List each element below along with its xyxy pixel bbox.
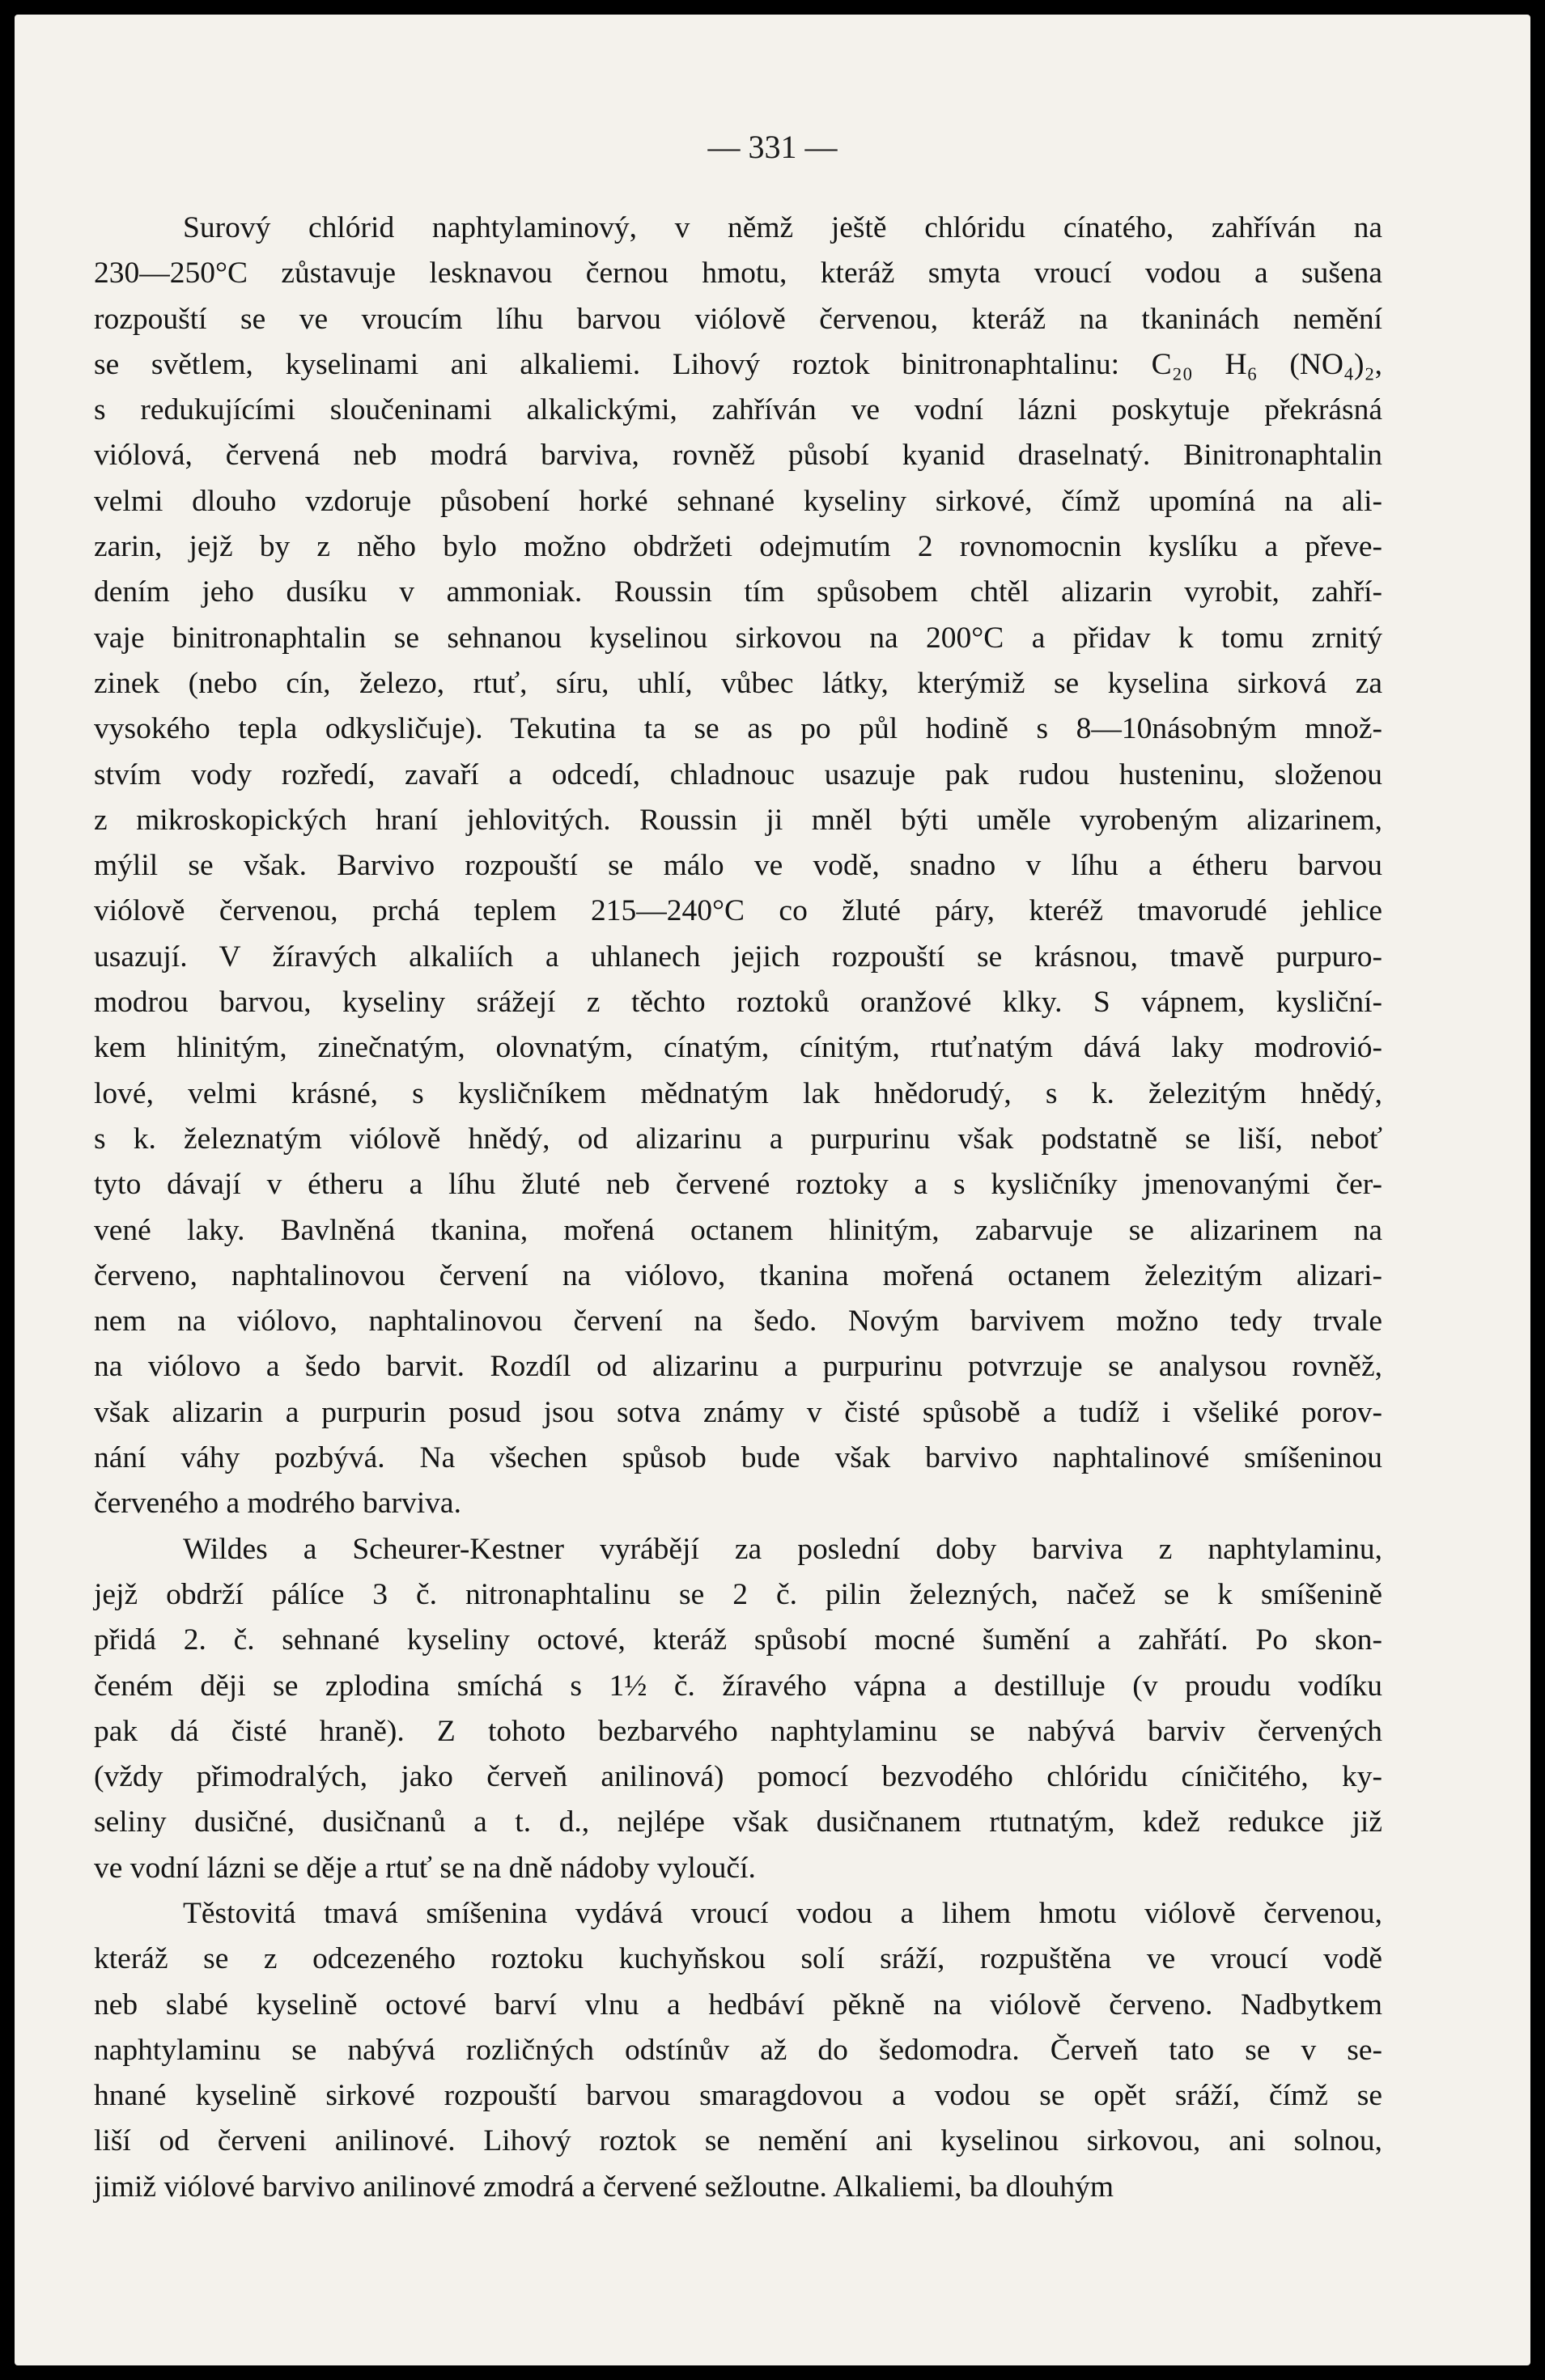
text-line: jimiž viólové barvivo anilinové zmodrá a červené sežloutne. Alkaliemi, ba dlouhým — [94, 2170, 1114, 2204]
text-line: Surový chlórid naphtylaminový, v němž ještě chlóridu cínatého, zahříván na — [183, 211, 1382, 244]
paragraph — [94, 1891, 1382, 2210]
text-line: vené laky. Bavlněná tkanina, mořená octanem hlinitým, zabarvuje se alizarinem na — [94, 1213, 1382, 1247]
text-line: neb slabé kyselině octové barví vlnu a hedbáví pěkně na viólově červeno. Nadbytkem — [94, 1988, 1382, 2022]
text-line: s redukujícími sloučeninami alkalickými, zahříván ve vodní lázni poskytuje překrásná — [94, 393, 1382, 427]
text-line: se světlem, kyselinami ani alkaliemi. Lihový roztok binitronaphtalinu: C₂₀ H₆ (NO₄)₂, — [94, 347, 1382, 381]
text-line: zinek (nebo cín, železo, rtuť, síru, uhlí, vůbec látky, kterýmiž se kyselina sirková za — [94, 666, 1382, 700]
text-line: čeném ději se zplodina smíchá s 1½ č. žíravého vápna a destilluje (v proudu vodíku — [94, 1669, 1382, 1703]
text-line: naphtylaminu se nabývá rozličných odstínův až do šedomodra. Červeň tato se v se- — [94, 2033, 1382, 2067]
text-line: modrou barvou, kyseliny srážejí z těchto roztoků oranžové klky. S vápnem, kysliční- — [94, 986, 1382, 1020]
text-line: lové, velmi krásné, s kysličníkem mědnatým lak hnědorudý, s k. železitým hnědý, — [94, 1076, 1382, 1110]
text-line: zarin, jejž by z něho bylo možno obdržeti odejmutím 2 rovnomocnin kyslíku a převe- — [94, 530, 1382, 564]
text-line: tyto dávají v étheru a líhu žluté neb červené roztoky a s kysličníky jmenovanými čer- — [94, 1168, 1382, 1202]
text-line: kteráž se z odcezeného roztoku kuchyňskou solí sráží, rozpuštěna ve vroucí vodě — [94, 1942, 1382, 1976]
text-line: kem hlinitým, zinečnatým, olovnatým, cínatým, cínitým, rtuťnatým dává laky modrovió- — [94, 1031, 1382, 1065]
text-line: vysokého tepla odkysličuje). Tekutina ta se as po půl hodině s 8—10násobným množ- — [94, 712, 1382, 746]
text-line: červeno, naphtalinovou červení na viólovo, tkanina mořená octanem železitým alizari- — [94, 1258, 1382, 1292]
text-line: viólová, červená neb modrá barviva, rovněž působí kyanid draselnatý. Binitronaphtalin — [94, 439, 1382, 473]
text-line: nem na viólovo, naphtalinovou červení na šedo. Novým barvivem možno tedy trvale — [94, 1305, 1382, 1338]
text-line: Těstovitá tmavá smíšenina vydává vroucí vodou a lihem hmotu viólově červenou, — [183, 1896, 1382, 1930]
text-line: viólově červenou, prchá teplem 215—240°C co žluté páry, kteréž tmavorudé jehlice — [94, 894, 1382, 928]
text-line: nání váhy pozbývá. Na všechen spůsob bude však barvivo naphtalinové smíšeninou — [94, 1441, 1382, 1475]
text-line: rozpouští se ve vroucím líhu barvou viólově červenou, kteráž na tkaninách nemění — [94, 302, 1382, 336]
text-line: však alizarin a purpurin posud jsou sotva známy v čisté spůsobě a tudíž i všeliké porov- — [94, 1395, 1382, 1429]
paragraph — [94, 1527, 1382, 1891]
text-line: ve vodní lázni se děje a rtuť se na dně nádoby vyloučí. — [94, 1851, 756, 1885]
text-line: z mikroskopických hraní jehlovitých. Roussin ji mněl býti uměle vyrobeným alizarinem, — [94, 803, 1382, 837]
text-line: stvím vody rozředí, zavaří a odcedí, chladnouc usazuje pak rudou husteninu, složenou — [94, 757, 1382, 791]
text-line: na viólovo a šedo barvit. Rozdíl od alizarinu a purpurinu potvrzuje se analysou rovněž, — [94, 1350, 1382, 1384]
text-line: (vždy přimodralých, jako červeň anilinová) pomocí bezvodého chlóridu cíničitého, ky- — [94, 1760, 1382, 1794]
text-line: liší od červeni anilinové. Lihový roztok se nemění ani kyselinou sirkovou, ani solnou, — [94, 2124, 1382, 2158]
text-line: seliny dusičné, dusičnanů a t. d., nejlépe však dusičnanem rtutnatým, kdež redukce již — [94, 1805, 1382, 1839]
text-line: červeného a modrého barviva. — [94, 1487, 461, 1521]
text-line: 230—250°C zůstavuje lesknavou černou hmotu, kteráž smyta vroucí vodou a sušena — [94, 257, 1382, 291]
text-line: jejž obdrží pálíce 3 č. nitronaphtalinu se 2 č. pilin železných, načež se k smíšenině — [94, 1577, 1382, 1611]
page-number: — 331 — — [707, 129, 838, 165]
text-line: dením jeho dusíku v ammoniak. Roussin tím spůsobem chtěl alizarin vyrobit, zahří- — [94, 575, 1382, 609]
text-line: velmi dlouho vzdoruje působení horké sehnané kyseliny sirkové, čímž upomíná na ali- — [94, 484, 1382, 518]
text-line: Wildes a Scheurer-Kestner vyrábějí za poslední doby barviva z naphtylaminu, — [183, 1532, 1382, 1566]
text-line: pak dá čisté hraně). Z tohoto bezbarvého naphtylaminu se nabývá barviv červených — [94, 1714, 1382, 1748]
text-line: mýlil se však. Barvivo rozpouští se málo ve vodě, snadno v líhu a étheru barvou — [94, 849, 1382, 883]
text-line: hnané kyselině sirkové rozpouští barvou smaragdovou a vodou se opět sráží, čímž se — [94, 2079, 1382, 2113]
text-line: vaje binitronaphtalin se sehnanou kyselinou sirkovou na 200°C a přidav k tomu zrnitý — [94, 621, 1382, 655]
text-line: usazují. V žíravých alkaliích a uhlanech jejich rozpouští se krásnou, tmavě purpuro- — [94, 940, 1382, 974]
body-text — [94, 206, 1382, 2210]
text-line: s k. železnatým viólově hnědý, od alizarinu a purpurinu však podstatně se liší, neboť — [94, 1122, 1382, 1156]
text-line: přidá 2. č. sehnané kyseliny octové, kteráž spůsobí mocné šumění a zahřátí. Po skon- — [94, 1623, 1382, 1657]
paragraph — [94, 206, 1382, 1527]
book-page — [15, 15, 1530, 2365]
